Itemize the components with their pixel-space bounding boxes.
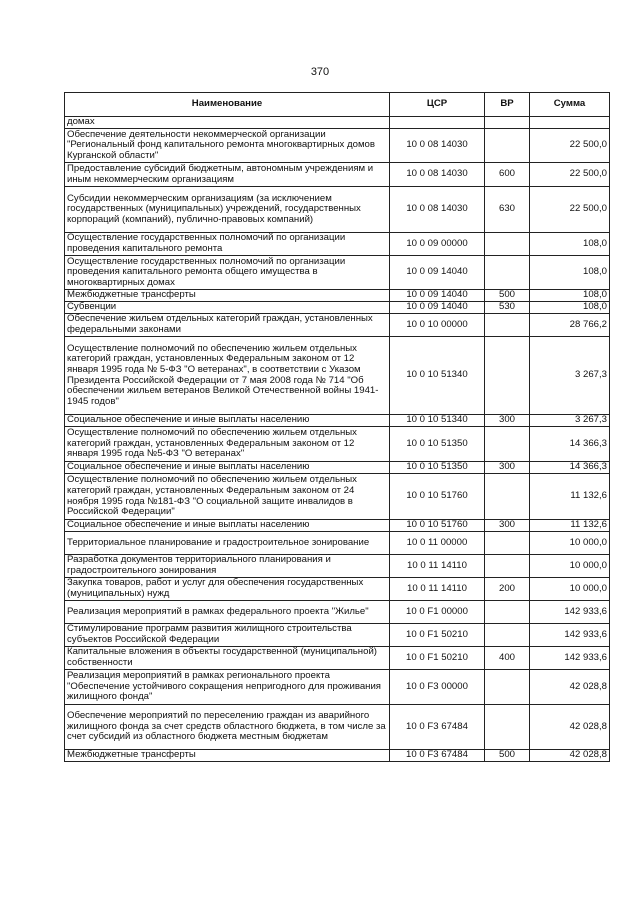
cell-sum: 108,0: [530, 290, 610, 302]
table-row: [65, 129, 610, 163]
cell-name: Осуществление полномочий по обеспечению жильем отдельных категорий граждан, установленных Федеральным законом от 24 ноября 1995 года №181-ФЗ "О социальной защите инвалидов в Российской Федерации": [65, 474, 390, 520]
cell-vr: 630: [485, 187, 530, 233]
cell-vr: [485, 337, 530, 415]
cell-name: Обеспечение жильем отдельных категорий граждан, установленных федеральными законами: [65, 314, 390, 337]
cell-csr: 10 0 10 51760: [390, 520, 485, 532]
table-row: [65, 302, 610, 314]
budget-table: [64, 92, 610, 762]
cell-vr: 300: [485, 415, 530, 427]
cell-name: Социальное обеспечение и иные выплаты населению: [65, 415, 390, 427]
cell-name: Реализация мероприятий в рамках федерального проекта "Жилье": [65, 601, 390, 624]
cell-vr: 500: [485, 290, 530, 302]
cell-csr: 10 0 08 14030: [390, 129, 485, 163]
cell-name: Территориальное планирование и градостроительное зонирование: [65, 532, 390, 555]
cell-csr: 10 0 F3 67484: [390, 750, 485, 762]
cell-sum: 142 933,6: [530, 624, 610, 647]
cell-vr: [485, 129, 530, 163]
table-row: [65, 337, 610, 415]
cell-sum: 10 000,0: [530, 555, 610, 578]
cell-csr: 10 0 11 00000: [390, 532, 485, 555]
cell-sum: 28 766,2: [530, 314, 610, 337]
cell-vr: [485, 601, 530, 624]
cell-vr: 400: [485, 647, 530, 670]
table-row: [65, 462, 610, 474]
header-sum: Сумма: [530, 93, 610, 117]
cell-csr: 10 0 F1 50210: [390, 624, 485, 647]
cell-name: Субвенции: [65, 302, 390, 314]
cell-name: Социальное обеспечение и иные выплаты населению: [65, 520, 390, 532]
cell-vr: [485, 427, 530, 462]
cell-name: Разработка документов территориального планирования и градостроительного зонирования: [65, 555, 390, 578]
cell-csr: 10 0 10 51350: [390, 462, 485, 474]
cell-csr: 10 0 08 14030: [390, 163, 485, 187]
table-row: [65, 601, 610, 624]
cell-sum: 42 028,8: [530, 705, 610, 750]
cell-csr: 10 0 09 14040: [390, 256, 485, 290]
table-row: [65, 670, 610, 705]
header-csr: ЦСР: [390, 93, 485, 117]
cell-csr: 10 0 10 51340: [390, 415, 485, 427]
cell-csr: 10 0 F3 00000: [390, 670, 485, 705]
cell-name: Обеспечение мероприятий по переселению граждан из аварийного жилищного фонда за счет средств областного бюджета, в том числе за счет субсидий из областного бюджета местным бюджетам: [65, 705, 390, 750]
cell-csr: 10 0 08 14030: [390, 187, 485, 233]
table-row: [65, 624, 610, 647]
cell-sum: 42 028,8: [530, 670, 610, 705]
cell-sum: 14 366,3: [530, 427, 610, 462]
cell-vr: [485, 532, 530, 555]
cell-csr: 10 0 09 14040: [390, 302, 485, 314]
cell-csr: 10 0 10 51340: [390, 337, 485, 415]
table-row: [65, 117, 610, 129]
cell-sum: 22 500,0: [530, 163, 610, 187]
cell-sum: 10 000,0: [530, 578, 610, 601]
cell-name: Социальное обеспечение и иные выплаты населению: [65, 462, 390, 474]
table-row: [65, 555, 610, 578]
cell-vr: 200: [485, 578, 530, 601]
cell-vr: 300: [485, 520, 530, 532]
cell-sum: [530, 117, 610, 129]
cell-name: Осуществление полномочий по обеспечению жильем отдельных категорий граждан, установленных Федеральным законом от 12 января 1995 года №5-ФЗ "О ветеранах": [65, 427, 390, 462]
cell-vr: [485, 705, 530, 750]
cell-vr: [485, 256, 530, 290]
cell-name: Осуществление государственных полномочий по организации проведения капитального ремонта: [65, 233, 390, 256]
cell-sum: 22 500,0: [530, 129, 610, 163]
table-row: [65, 520, 610, 532]
table-row: [65, 187, 610, 233]
table-row: [65, 233, 610, 256]
cell-name: Межбюджетные трансферты: [65, 750, 390, 762]
table-row: [65, 163, 610, 187]
cell-name: Обеспечение деятельности некоммерческой организации "Региональный фонд капитального ремонта многоквартирных домов Курганской области": [65, 129, 390, 163]
table-row: [65, 578, 610, 601]
cell-vr: [485, 670, 530, 705]
header-name: Наименование: [65, 93, 390, 117]
table-row: [65, 474, 610, 520]
cell-sum: 42 028,8: [530, 750, 610, 762]
cell-sum: 108,0: [530, 256, 610, 290]
cell-name: домах: [65, 117, 390, 129]
cell-vr: [485, 555, 530, 578]
table-row: [65, 290, 610, 302]
cell-vr: [485, 117, 530, 129]
cell-sum: 108,0: [530, 233, 610, 256]
cell-csr: 10 0 11 14110: [390, 555, 485, 578]
cell-vr: [485, 233, 530, 256]
cell-vr: [485, 314, 530, 337]
cell-csr: 10 0 F1 50210: [390, 647, 485, 670]
cell-name: Осуществление государственных полномочий по организации проведения капитального ремонта общего имущества в многоквартирных домах: [65, 256, 390, 290]
cell-sum: 10 000,0: [530, 532, 610, 555]
cell-name: Закупка товаров, работ и услуг для обеспечения государственных (муниципальных) нужд: [65, 578, 390, 601]
table-header-row: [65, 93, 610, 117]
cell-vr: [485, 474, 530, 520]
table-row: [65, 647, 610, 670]
cell-csr: 10 0 09 00000: [390, 233, 485, 256]
table-row: [65, 314, 610, 337]
page-number: 370: [310, 66, 330, 78]
table-row: [65, 415, 610, 427]
cell-sum: 11 132,6: [530, 474, 610, 520]
cell-vr: 300: [485, 462, 530, 474]
cell-sum: 3 267,3: [530, 337, 610, 415]
cell-name: Осуществление полномочий по обеспечению жильем отдельных категорий граждан, установленных Федеральным законом от 12 января 1995 года № 5-ФЗ "О ветеранах", в соответствии с Указом Президента Российской Федерации от 7 мая 2008 года № 714 "Об обеспечении жильем ветеранов Великой Отечественной войны 1941-1945 годов": [65, 337, 390, 415]
table-row: [65, 427, 610, 462]
cell-csr: 10 0 10 00000: [390, 314, 485, 337]
table-row: [65, 532, 610, 555]
cell-csr: 10 0 11 14110: [390, 578, 485, 601]
cell-sum: 22 500,0: [530, 187, 610, 233]
cell-name: Капитальные вложения в объекты государственной (муниципальной) собственности: [65, 647, 390, 670]
cell-sum: 3 267,3: [530, 415, 610, 427]
cell-name: Предоставление субсидий бюджетным, автономным учреждениям и иным некоммерческим организациям: [65, 163, 390, 187]
cell-vr: 500: [485, 750, 530, 762]
cell-csr: 10 0 09 14040: [390, 290, 485, 302]
cell-sum: 142 933,6: [530, 601, 610, 624]
cell-csr: 10 0 10 51350: [390, 427, 485, 462]
cell-sum: 11 132,6: [530, 520, 610, 532]
cell-vr: 600: [485, 163, 530, 187]
cell-name: Стимулирование программ развития жилищного строительства субъектов Российской Федерации: [65, 624, 390, 647]
cell-name: Субсидии некоммерческим организациям (за исключением государственных (муниципальных) учреждений, государственных корпораций (компаний), публично-правовых компаний): [65, 187, 390, 233]
cell-sum: 108,0: [530, 302, 610, 314]
table-row: [65, 705, 610, 750]
cell-csr: [390, 117, 485, 129]
header-vr: ВР: [485, 93, 530, 117]
table-row: [65, 750, 610, 762]
cell-sum: 142 933,6: [530, 647, 610, 670]
table-row: [65, 256, 610, 290]
cell-vr: 530: [485, 302, 530, 314]
cell-vr: [485, 624, 530, 647]
cell-name: Межбюджетные трансферты: [65, 290, 390, 302]
cell-sum: 14 366,3: [530, 462, 610, 474]
cell-csr: 10 0 F1 00000: [390, 601, 485, 624]
cell-csr: 10 0 F3 67484: [390, 705, 485, 750]
cell-csr: 10 0 10 51760: [390, 474, 485, 520]
cell-name: Реализация мероприятий в рамках регионального проекта "Обеспечение устойчивого сокращения непригодного для проживания жилищного фонда": [65, 670, 390, 705]
